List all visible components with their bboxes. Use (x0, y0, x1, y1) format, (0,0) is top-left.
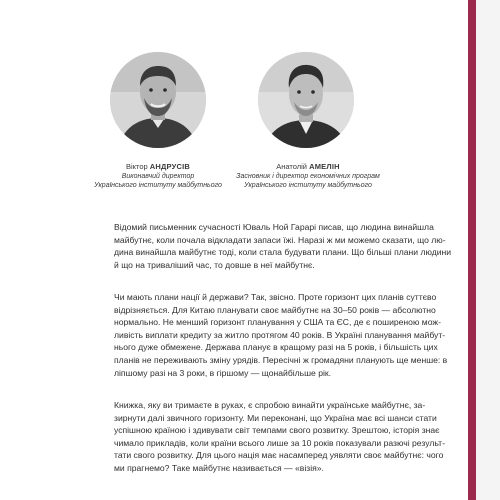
text-line: чимало прикладів, коли країни всього лише за 10 років показували разючі результ- (114, 437, 445, 448)
text-line: успішною країною і здивувати світ темпами свого розвитку. Зрештою, історія знає (114, 425, 440, 436)
body-paragraph (102, 399, 445, 475)
text-line: майбутнє, коли почала відкладати запаси їжі. Наразі ж ми можемо сказати, що лю- (114, 234, 446, 245)
text-line: Чи мають плани нації й держави? Так, звісно. Проте горизонт цих планів суттєво (114, 292, 437, 302)
text-line: тати свого розвитку. Для цього нація має насамперед уявляти своє майбутнє: чого (114, 450, 444, 461)
text-line: Книжка, яку ви тримаєте в руках, є спробою винайти українське майбутнє, за- (114, 400, 426, 410)
portrait-photo-icon (258, 52, 354, 148)
person-role-line: Виконавчий директор (121, 173, 195, 180)
portrait-photo-icon (110, 52, 206, 148)
person-role-line: Засновник і директор економічних програм (236, 173, 380, 180)
text-line: Відомий письменник сучасності Юваль Ной Гарарі писав, що людина винайшла (114, 222, 434, 232)
text-line: нормально. Не менший горизонт планування у США та ЄС, де є поширеною мож- (114, 317, 441, 328)
body-paragraph (102, 221, 452, 271)
book-spine-stripe (468, 0, 476, 500)
body-paragraph (102, 291, 448, 379)
text-line: й що на триваліший час, то довше в неї майбутнє. (114, 259, 315, 270)
page-edge (476, 0, 500, 500)
first-name: Віктор (125, 162, 148, 171)
last-name: АНДРУСІВ (149, 162, 191, 171)
text-line: відрізняється. Для Китаю планувати своє майбутнє на 30–50 років — абсолютно (114, 304, 436, 315)
person-caption-left (83, 162, 233, 190)
person-name (233, 162, 383, 172)
first-name: Анатолій (276, 162, 307, 171)
text-line: зирнути далі звичного горизонту. Ми переконані, що Україна має всі шанси стати (114, 412, 437, 423)
portrait-photo-right (258, 52, 354, 148)
person-role-line: Українського інституту майбутнього (244, 182, 372, 189)
text-line: ми прагнемо? Таке майбутнє називається — «візія». (114, 462, 324, 473)
portrait-photo-left (110, 52, 206, 148)
text-line: нього дуже обмежене. Держава планує в кращому разі на 5 років, і більшість цих (114, 342, 438, 353)
text-line: планів не переживають зміну урядів. Пересічні ж громадяни планують ще менше: в (114, 354, 448, 365)
person-name (83, 162, 233, 172)
last-name: АМЕЛІН (309, 162, 340, 171)
person-role-line: Українського інституту майбутнього (94, 182, 222, 189)
text-line: ливість виплати кредиту за житло протягом 40 років. В Україні планування майбут- (114, 329, 446, 340)
person-caption-right (233, 162, 383, 190)
text-line: дина винайшла майбутнє тоді, коли стала будувати плани. Що більші плани людини (114, 247, 452, 258)
text-line: ліпшому разі на 3 роки, в гіршому — щонайбільше рік. (114, 367, 332, 378)
